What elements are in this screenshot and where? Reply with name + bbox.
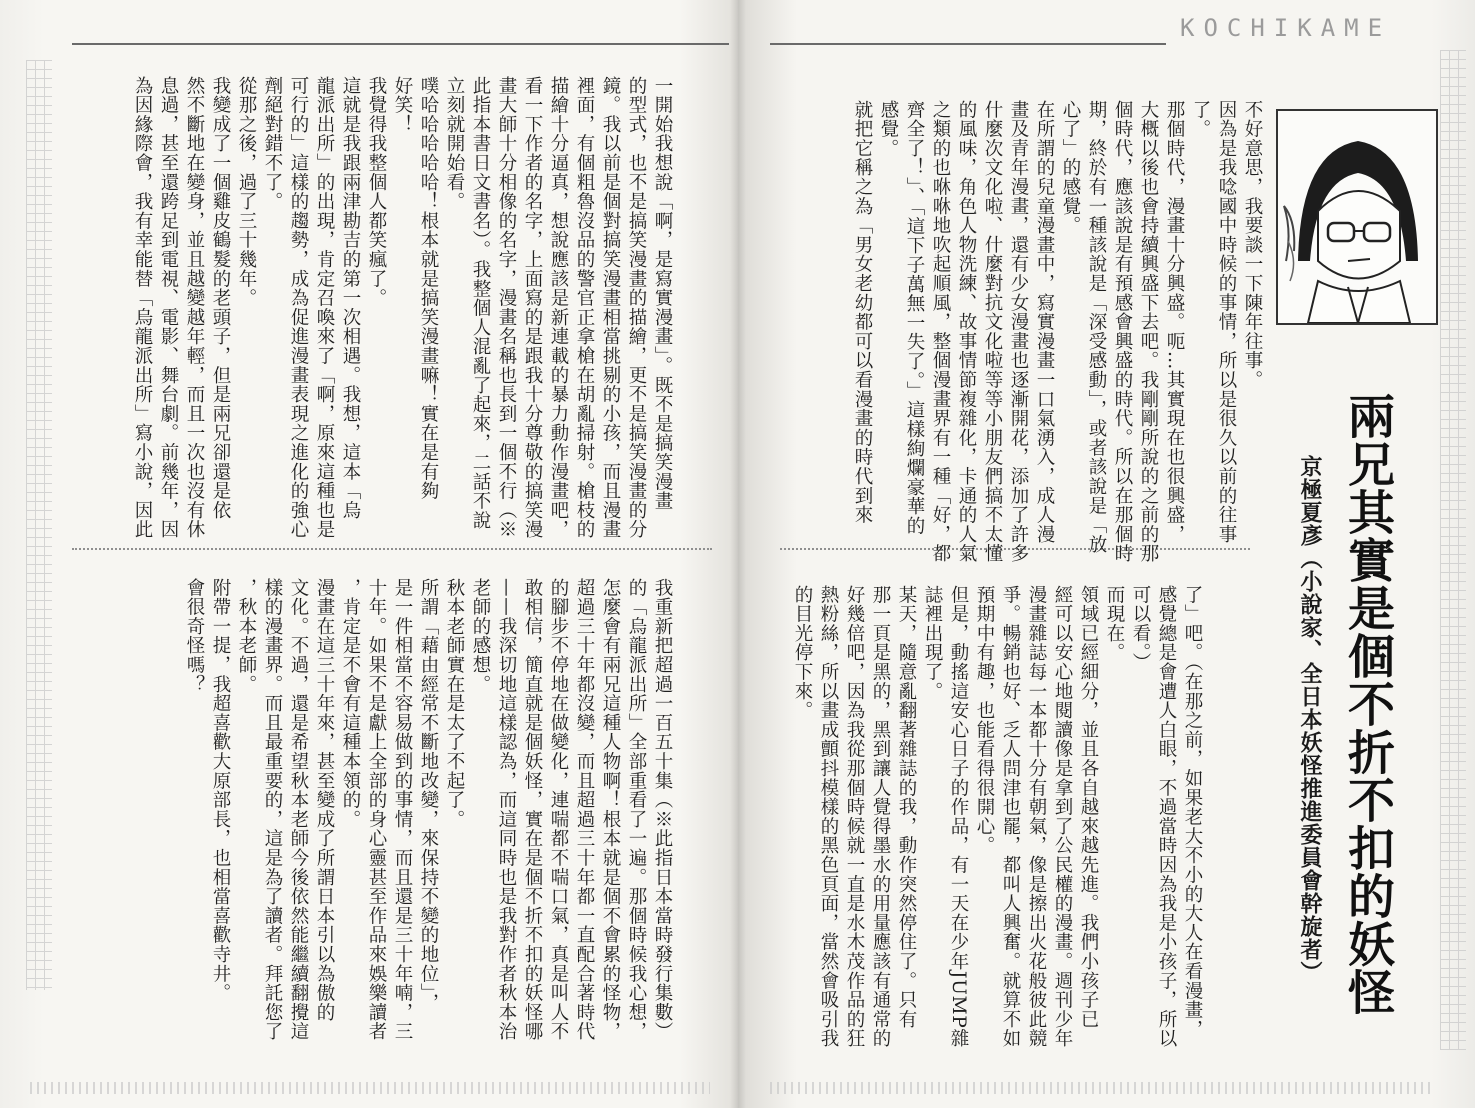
text-column: 我重新把超過一百五十集（※此指日本當時發行集數） (652, 578, 673, 1042)
text-column: 畫及青年漫畫，還有少女漫畫也逐漸開花，添加了許多 (1008, 100, 1029, 564)
text-column: 什麼次文化啦、什麼對抗文化啦等等小朋友們搞不太懂 (982, 100, 1003, 564)
text-column: 老師的感想。 (470, 578, 491, 694)
text-column: 息過，甚至還跨足到電視、電影、舞台劇。前幾年，因 (158, 76, 179, 540)
top-rule-right (770, 43, 1166, 45)
text-column: 某天，隨意亂翻著雜誌的我，動作突然停住了。只有 (896, 585, 917, 1029)
text-column: 的「烏龍派出所」全部重看了一遍。那個時候我心想， (626, 578, 647, 1042)
article-byline: 京極夏彥（小說家、全日本妖怪推進委員會幹旋者） (1297, 455, 1322, 984)
text-column: 鏡。我以前是個對搞笑漫畫相當挑剔的小孩，而且漫畫 (600, 76, 621, 540)
text-column: 的型式，也不是搞笑漫畫的描繪，更不是搞笑漫畫的分 (626, 76, 647, 540)
text-column: 文化。不過，還是希望秋本老師今後依然能繼續翻攪這 (288, 578, 309, 1042)
text-column: 可行的」這樣的趨勢，成為促進漫畫表現之進化的強心 (288, 76, 309, 540)
text-column: 之類的也咻咻地吹起順風，整個漫畫界有一種「好，都 (930, 100, 951, 564)
text-column: ，肯定是不會有這種本領的。 (340, 578, 361, 829)
text-column: 但是，動搖這安心日子的作品，有一天在少年JUMP雜 (948, 585, 969, 1048)
top-rule-left (72, 43, 729, 45)
text-column: 好幾倍吧，因為我從那個時候就一直是水木茂作品的狂 (844, 585, 865, 1049)
text-column: 期，終於有一種該說是「深受感動」，或者該說是「放 (1086, 100, 1107, 554)
text-column: 感覺。 (878, 100, 899, 158)
text-column: 我覺得我整個人都笑瘋了。 (366, 76, 387, 308)
running-head: KOCHIKAME (1180, 14, 1392, 42)
text-column: 龍派出所」的出現，肯定召喚來了「啊，原來這種也是 (314, 76, 335, 540)
text-column: 那一頁是黑的，黑到讓人覺得墨水的用量應該有通常的 (870, 585, 891, 1049)
text-column: 那個時代，漫畫十分興盛。呃…其實現在也很興盛， (1164, 100, 1185, 544)
text-column: 領域已經細分，並且各自越來越先進。我們小孩子已 (1078, 585, 1099, 1029)
text-column: 此指本書日文書名）。我整個人混亂了起來，二話不說 (470, 76, 491, 530)
text-column: 了。 (1190, 100, 1211, 139)
text-column: 立刻就開始看。 (444, 76, 465, 212)
article-title: 兩兄其實是個不折不扣的妖怪 (1340, 392, 1395, 1016)
text-column: 會很奇怪嗎？ (184, 578, 205, 694)
text-column: 是一件相當不容易做到的事情，而且還是三十年喃，三 (392, 578, 413, 1042)
author-portrait (1276, 109, 1438, 325)
text-column: 噗哈哈哈哈哈！根本就是搞笑漫畫嘛！實在是有夠 (418, 76, 439, 501)
right-lower-text (789, 585, 1205, 1049)
text-column: 怎麼會有兩兄這種人物啊！根本就是個不會累的怪物， (600, 578, 621, 1042)
text-column: 漫畫在這三十年來，甚至變成了所謂日本引以為傲的 (314, 578, 335, 1022)
right-upper-text (849, 100, 1265, 564)
text-column: 一開始我想說「啊，是寫實漫畫」。既不是搞笑漫畫 (652, 76, 673, 511)
left-upper-text (129, 76, 675, 540)
right-bottom-pattern (770, 1082, 1430, 1094)
text-column: 超過三十年都沒變，而且超過三十年都一直配合著時代 (574, 578, 595, 1042)
right-margin-pattern (1440, 50, 1466, 1050)
text-column: 心了」的感覺。 (1060, 100, 1081, 236)
text-column: 就把它稱之為「男女老幼都可以看漫畫的時代到來 (852, 100, 873, 525)
text-column: 的風味，角色人物洗練、故事情節複雜化，卡通的人氣 (956, 100, 977, 564)
left-margin-pattern (26, 60, 52, 990)
text-column: 不好意思，我要談一下陳年往事。 (1242, 100, 1263, 390)
text-column: 預期中有趣，也能看得很開心。 (974, 585, 995, 856)
text-column: 經可以安心地閱讀像是拿到了公民權的漫畫。週刊少年 (1052, 585, 1073, 1049)
text-column: 看一下作者的名字，上面寫的是跟我十分尊敬的搞笑漫 (522, 76, 543, 540)
text-column: 的目光停下來。 (792, 585, 813, 721)
text-column: 感覺總是會遭人白眼，不過當時因為我是小孩子，所以 (1156, 585, 1177, 1049)
text-column: ——我深切地這樣認為，而這同時也是我對作者秋本治 (496, 578, 517, 1042)
text-column: 漫畫雜誌每一本都十分有朝氣，像是擦出火花般彼此競 (1026, 585, 1047, 1049)
author-portrait-drawing (1278, 111, 1436, 323)
text-column: 誌裡出現了。 (922, 585, 943, 701)
text-column: 然不斷地在變身，並且越變越年輕，而且一次也沒有休 (184, 76, 205, 540)
text-column: 裡面，有個粗魯沒品的警官正拿槍在胡亂掃射。槍枝的 (574, 76, 595, 540)
text-column: 熱粉絲，所以畫成顫抖模樣的黑色頁面，當然會吸引我 (818, 585, 839, 1049)
text-column: ，秋本老師。 (236, 578, 257, 694)
text-column: 而現在。 (1104, 585, 1125, 663)
mid-rule-left (72, 548, 712, 550)
text-column: 好笑！ (392, 76, 413, 134)
text-column: 劑絕對錯不了。 (262, 76, 283, 212)
text-column: 所謂「藉由經常不斷地改變，來保持不變的地位」， (418, 578, 439, 1013)
text-column: 我變成了一個雞皮鶴髮的老頭子，但是兩兄卻還是依 (210, 76, 231, 520)
book-gutter (730, 0, 746, 1108)
text-column: 大概以後也會持續興盛下去吧。我剛剛所說的之前的那 (1138, 100, 1159, 564)
text-column: 附帶一提，我超喜歡大原部長，也相當喜歡寺井。 (210, 578, 231, 1003)
text-column: 的腳步不停地在做變化，連喘都不喘口氣，真是叫人不 (548, 578, 569, 1042)
text-column: 描繪十分逼真，想說應該是新連載的暴力動作漫畫吧， (548, 76, 569, 540)
text-column: 為因緣際會，我有幸能替「烏龍派出所」寫小說，因此 (132, 76, 153, 540)
text-column: 十年。如果不是獻上全部的身心靈甚至作品來娛樂讀者 (366, 578, 387, 1042)
text-column: 畫大師十分相像的名字，漫畫名稱也長到一個不行（※ (496, 76, 517, 540)
text-column: 這就是我跟兩津勘吉的第一次相遇。我想，這本「烏 (340, 76, 361, 520)
text-column: 樣的漫畫界。而且最重要的，這是為了讀者。拜託您了 (262, 578, 283, 1042)
text-column: 個時代，應該說是有預感會興盛的時代。所以在那個時 (1112, 100, 1133, 564)
text-column: 秋本老師實在是太了不起了。 (444, 578, 465, 829)
left-lower-text (181, 578, 675, 1048)
text-column: 敢相信，簡直就是個妖怪，實在是個不折不扣的妖怪哪 (522, 578, 543, 1042)
left-bottom-pattern (30, 1082, 710, 1094)
text-column: 在所謂的兒童漫畫中，寫實漫畫一口氣湧入，成人漫 (1034, 100, 1055, 544)
text-column: 了」吧。（在那之前，如果老大不小的大人在看漫畫， (1182, 585, 1203, 1039)
text-column: 齊全了！」、「這下子萬無一失了。」這樣絢爛豪華的 (904, 100, 925, 536)
text-column: 因為是我唸國中時候的事情，所以是很久以前的往事 (1216, 100, 1237, 544)
text-column: 從那之後，過了三十幾年。 (236, 76, 257, 308)
text-column: 可以看。） (1130, 585, 1151, 673)
text-column: 爭。暢銷也好、乏人問津也罷，都叫人興奮。就算不如 (1000, 585, 1021, 1049)
